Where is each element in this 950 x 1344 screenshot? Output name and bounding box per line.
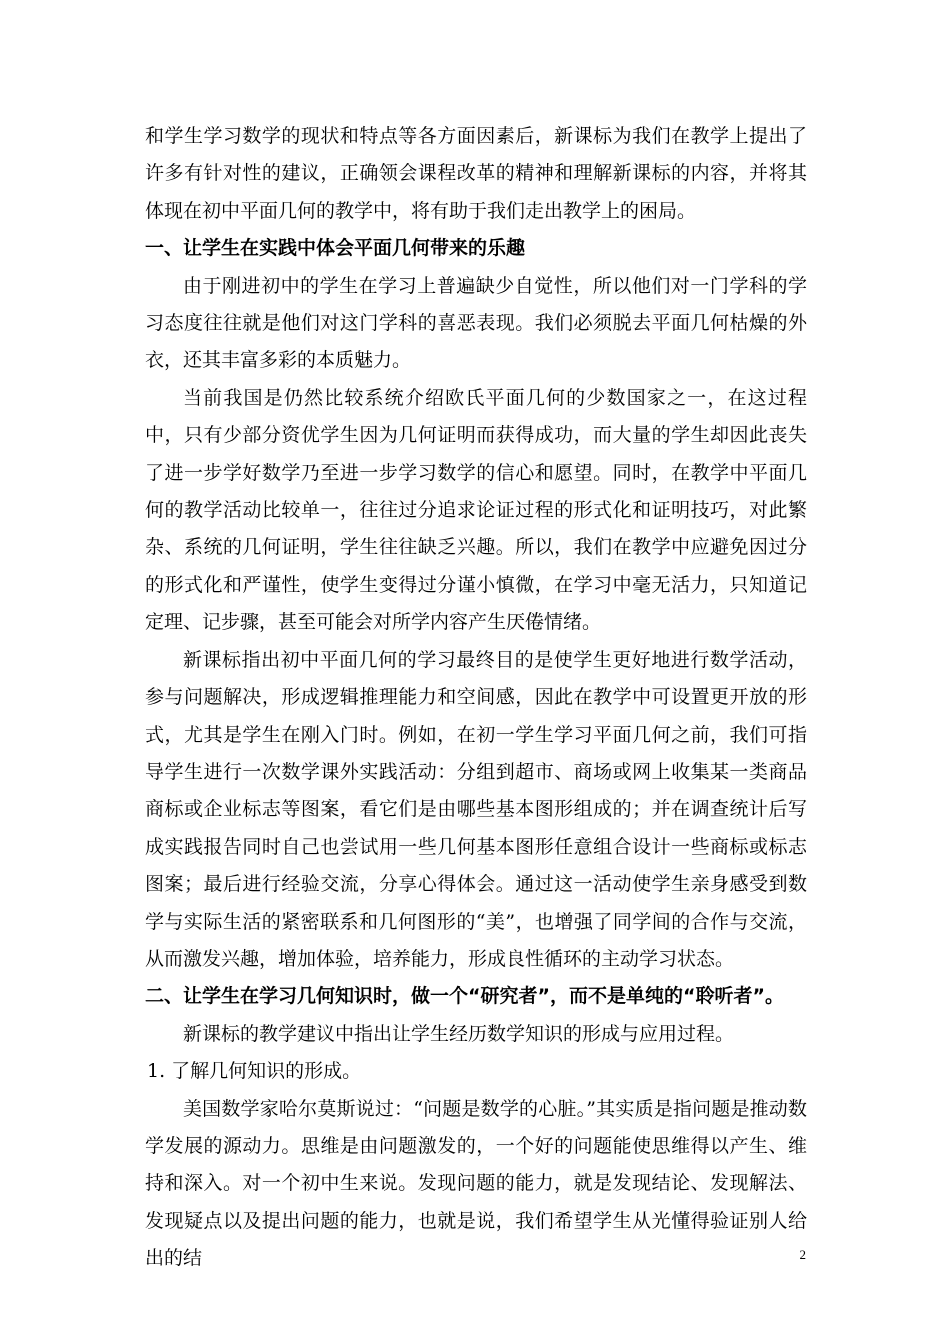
paragraph-continuation: 和学生学习数学的现状和特点等各方面因素后，新课标为我们在教学上提出了许多有针对性的建议，正确领会课程改革的精神和理解新课标的内容，并将其体现在初中平面几何的教学中，将有助于我们走出教学上的困局。 [145, 125, 807, 222]
paragraph: 新课标指出初中平面几何的学习最终目的是使学生更好地进行数学活动，参与问题解决，形成逻辑推理能力和空间感，因此在教学中可设置更开放的形式，尤其是学生在刚入门时。例如，在初一学生学习平面几何之前，我们可指导学生进行一次数学课外实践活动：分组到超市、商场或网上收集某一类商品商标或企业标志等图案，看它们是由哪些基本图形组成的；并在调查统计后写成实践报告同时自己也尝试用一些几何基本图形任意组合设计一些商标或标志图案；最后进行经验交流，分享心得体会。通过这一活动使学生亲身感受到数学与实际生活的紧密联系和几何图形的“美”，也增强了同学间的合作与交流，从而激发兴趣，增加体验，培养能力，形成良性循环的主动学习状态。 [145, 648, 807, 970]
section-heading-2: 二、让学生在学习几何知识时，做一个“研究者”，而不是单纯的“聆听者”。 [145, 985, 784, 1008]
paragraph: 由于刚进初中的学生在学习上普遍缺少自觉性，所以他们对一门学科的学习态度往往就是他们对这门学科的喜恶表现。我们必须脱去平面几何枯燥的外衣，还其丰富多彩的本质魅力。 [145, 274, 807, 372]
paragraph: 美国数学家哈尔莫斯说过：“问题是数学的心脏。”其实质是指问题是推动数学发展的源动力。思维是由问题激发的，一个好的问题能使思维得以产生、维持和深入。对一个初中生来说。发现问题的能力，就是发现结论、发现解法、发现疑点以及提出问题的能力，也就是说，我们希望学生从光懂得验证别人给出的结 [145, 1097, 807, 1270]
paragraph: 新课标的教学建议中指出让学生经历数学知识的形成与应用过程。 [183, 1022, 735, 1045]
numbered-item: 1. 了解几何知识的形成。 [147, 1060, 362, 1083]
paragraph: 当前我国是仍然比较系统介绍欧氏平面几何的少数国家之一，在这过程中，只有少部分资优学生因为几何证明而获得成功，而大量的学生却因此丧失了进一步学好数学乃至进一步学习数学的信心和愿望。同时，在教学中平面几何的教学活动比较单一，往往过分追求论证过程的形式化和证明技巧，对此繁杂、系统的几何证明，学生往往缺乏兴趣。所以，我们在教学中应避免因过分的形式化和严谨性，使学生变得过分谨小慎微，在学习中毫无活力，只知道记定理、记步骤，甚至可能会对所学内容产生厌倦情绪。 [145, 386, 807, 634]
page-number: 2 [799, 1247, 806, 1262]
section-heading-1: 一、让学生在实践中体会平面几何带来的乐趣 [145, 237, 526, 260]
document-body [145, 118, 807, 1278]
